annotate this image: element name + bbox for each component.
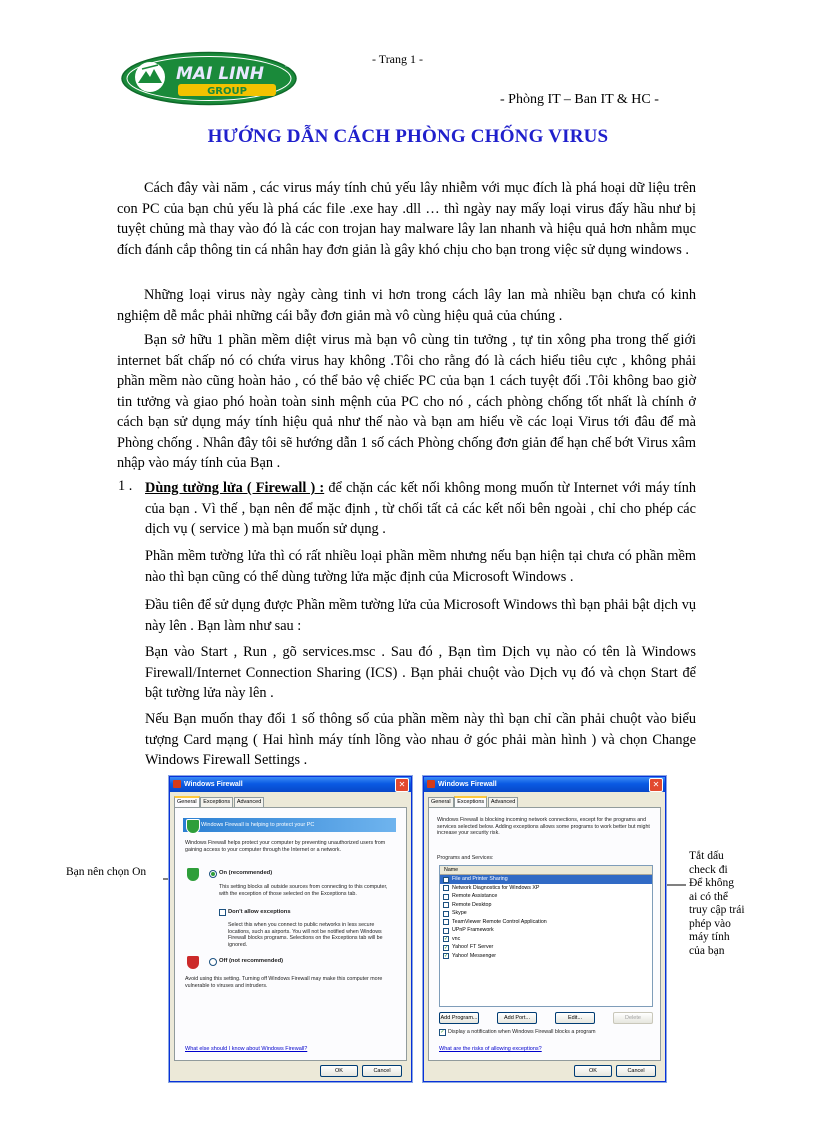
- dont-allow-description: Select this when you connect to public networks in less secure locations, such as airports. You will not be notified when Windows Firewall blocks programs. Selections on the Exceptions tab will be ignored.: [228, 922, 383, 948]
- mai-linh-logo: [120, 51, 298, 106]
- exception-checkbox[interactable]: [443, 877, 449, 883]
- tab-exceptions[interactable]: Exceptions: [200, 797, 233, 807]
- tab-general[interactable]: General: [174, 796, 200, 808]
- firewall-dialog-exceptions: [423, 776, 666, 1082]
- title-bar: [170, 777, 411, 792]
- exception-checkbox[interactable]: [443, 902, 449, 908]
- learn-more-link[interactable]: What else should I know about Windows Firewall?: [185, 1046, 308, 1052]
- annotation-right-line: của bạn: [689, 944, 725, 957]
- svg-text:GROUP: GROUP: [207, 86, 247, 97]
- exception-name: Yahoo! Messenger: [452, 952, 497, 959]
- exception-row[interactable]: [440, 892, 652, 901]
- exception-row[interactable]: [440, 952, 652, 961]
- notify-label[interactable]: Display a notification when Windows Firewall blocks a program: [448, 1029, 596, 1035]
- item-1-heading: Dùng tường lửa ( Firewall ) :: [145, 480, 325, 496]
- tab-strip: [174, 796, 407, 806]
- annotation-right-line: truy cập trái: [689, 904, 745, 916]
- paragraph-1: Cách đây vài năm , các virus máy tính chủ yếu lây nhiễm với mục đích là phá hoại dữ liệu trên con PC của bạn chủ yếu là phá các file .exe hay .dll … thì ngày nay mấy loại virus đấy hầu như bị tuyệt chủng mà thay vào đó là các con trojan hay malware lây lan nhanh và hiệu quả hơn nhằm mục đích đánh cắp thông tin cá nhân hay đơn giản là gây khó chịu cho bạn trong việc sử dụng windows .: [117, 180, 696, 258]
- general-panel: [174, 807, 407, 1061]
- tab-advanced[interactable]: Advanced: [488, 797, 518, 807]
- exception-name: Remote Desktop: [452, 901, 492, 908]
- item-1-text: để chặn các kết nối không mong muốn từ Internet với máy tính của bạn . Vì thế , bạn nên để mặc định , từ chối tất cả các kết nối bên ngoài , chỉ cho phép các dịch vụ ( service ) mà bạn muốn sử dụng .: [145, 480, 696, 537]
- delete-button[interactable]: Delete: [613, 1012, 653, 1024]
- exception-row[interactable]: [440, 884, 652, 893]
- off-description: Avoid using this setting. Turning off Windows Firewall may make this computer more vulnerable to viruses and intruders.: [185, 976, 383, 989]
- firewall-icon: [173, 780, 181, 788]
- firewall-dialog-general: [169, 776, 412, 1082]
- annotation-right: [689, 850, 745, 958]
- exception-name: Network Diagnostics for Windows XP: [452, 884, 540, 891]
- paragraph-3: Bạn sở hữu 1 phần mềm diệt virus mà bạn vô cùng tin tưởng , tự tin xông pha trong thế giới internet bất chấp nó có chứa virus hay không .Tôi cho rằng đó là cách hiểu tiêu cực , không phải phần mềm nào cũng hoàn hảo , có thể bảo vệ chiếc PC của bạn 1 cách tuyệt đối .Tôi không bao giờ tin tưởng và giao phó hoàn toàn sinh mệnh của PC cho nó , cách phòng chống tốt nhất là chính ở cách bạn sử dụng máy tính hiệu quả như thế nào và bạn am hiểu về các loại Virus tới đâu để mà Phòng chống . Nhân đây tôi sẽ hướng dẫn 1 số cách Phòng chống đơn giản để hạn chế bớt Virus xâm nhập vào máy tính của Bạn .: [117, 332, 696, 471]
- exception-checkbox[interactable]: ✓: [444, 944, 449, 951]
- tab-exceptions[interactable]: Exceptions: [454, 796, 487, 808]
- page-title: HƯỚNG DẪN CÁCH PHÒNG CHỐNG VIRUS: [207, 126, 609, 147]
- cancel-button[interactable]: Cancel: [616, 1065, 656, 1077]
- exception-name: vnc: [452, 935, 461, 942]
- exception-row[interactable]: [440, 943, 652, 952]
- exception-row[interactable]: [440, 901, 652, 910]
- annotation-right-line: ai có thể: [689, 890, 728, 903]
- exception-name: Yahoo! FT Server: [452, 944, 494, 950]
- firewall-icon: [427, 780, 435, 788]
- programs-list[interactable]: [439, 865, 653, 1007]
- department-label: - Phòng IT – Ban IT & HC -: [500, 92, 659, 107]
- exception-name: Skype: [452, 910, 467, 916]
- exception-checkbox[interactable]: [443, 919, 449, 925]
- item-1-sub-4: Nếu Bạn muốn thay đổi 1 số thông số của phần mềm này thì bạn chỉ cần phải chuột vào biểu tượng Card mạng ( Hai hình máy tính lồng vào nhau ở góc phải màn hình ) và chọn Change Windows Firewall Settings .: [145, 711, 696, 768]
- add-program-button[interactable]: Add Program...: [439, 1012, 479, 1024]
- exception-row[interactable]: [440, 918, 652, 927]
- ok-button[interactable]: OK: [574, 1065, 612, 1077]
- on-description: This setting blocks all outside sources from connecting to this computer, with the exception of those selected on the Exceptions tab.: [219, 884, 388, 897]
- tab-general[interactable]: General: [428, 797, 454, 807]
- svg-text:®: ®: [284, 62, 290, 69]
- annotation-right-line: check đi: [689, 863, 728, 876]
- dialog-title: Windows Firewall: [438, 781, 497, 788]
- exception-row[interactable]: [440, 909, 652, 918]
- shield-off-icon: [187, 956, 199, 969]
- annotation-right-line: Tắt dấu: [689, 850, 724, 862]
- protect-banner: Windows Firewall is helping to protect your PC: [183, 818, 396, 832]
- title-bar: [424, 777, 665, 792]
- tab-strip: [428, 796, 661, 806]
- annotation-right-line: máy tính: [689, 931, 730, 943]
- off-label[interactable]: Off (not recommended): [219, 958, 284, 964]
- on-radio[interactable]: [209, 870, 217, 878]
- cancel-button[interactable]: Cancel: [362, 1065, 402, 1077]
- annotation-right-line: Để không: [689, 877, 735, 889]
- item-1-sub-3: Bạn vào Start , Run , gõ services.msc . Sau đó , Bạn tìm Dịch vụ nào có tên là Windows Firewall/Internet Connection Sharing (ICS) . Bạn phải chuột vào Dịch vụ đó và chọn Start để bật tường lửa này lên .: [145, 644, 696, 701]
- item-1-sub-2: Đầu tiên để sử dụng được Phần mềm tường lửa của Microsoft Windows thì bạn phải bật dịch vụ này lên . Bạn làm như sau :: [145, 597, 696, 634]
- item-1-paragraph: [145, 478, 696, 540]
- programs-label: Programs and Services:: [437, 855, 494, 861]
- ok-button[interactable]: OK: [320, 1065, 358, 1077]
- add-port-button[interactable]: Add Port...: [497, 1012, 537, 1024]
- exception-name: TeamViewer Remote Control Application: [452, 918, 547, 925]
- close-icon[interactable]: ✕: [395, 778, 409, 792]
- dialog-title: Windows Firewall: [184, 781, 243, 788]
- exceptions-intro: Windows Firewall is blocking incoming network connections, except for the programs and services selected below. Adding exceptions allows some programs to work better but might increase your security risk.: [437, 817, 650, 836]
- shield-on-icon: [187, 868, 199, 881]
- item-1-number: 1 .: [118, 478, 133, 494]
- exception-name: Remote Assistance: [452, 893, 498, 899]
- exception-checkbox[interactable]: ✓: [444, 953, 449, 959]
- exception-checkbox[interactable]: [443, 928, 449, 934]
- exception-name: UPnP Framework: [452, 927, 494, 933]
- exception-row[interactable]: [440, 875, 652, 884]
- close-icon[interactable]: ✕: [649, 778, 663, 792]
- edit-button[interactable]: Edit...: [555, 1012, 595, 1024]
- notify-checkbox[interactable]: ✓: [440, 1029, 445, 1035]
- exception-checkbox[interactable]: [443, 911, 449, 917]
- exception-row[interactable]: [440, 935, 652, 944]
- shield-green-icon: [186, 819, 200, 834]
- exceptions-panel: [428, 807, 661, 1061]
- annotation-left: Bạn nên chọn On: [66, 866, 147, 878]
- dont-allow-checkbox[interactable]: [219, 909, 226, 916]
- off-radio[interactable]: [209, 958, 217, 966]
- annotation-right-line: phép vào: [689, 917, 731, 930]
- risks-link[interactable]: What are the risks of allowing exceptions?: [439, 1046, 542, 1052]
- paragraph-2: Những loại virus này ngày càng tinh vi hơn trong cách lây lan mà nhiều bạn chưa có kinh nghiệm dễ mắc phải những cái bẫy đơn giản mà vô cùng hiệu quả của chúng .: [117, 287, 696, 324]
- dont-allow-label[interactable]: Don't allow exceptions: [228, 909, 291, 915]
- svg-text:MAI LINH: MAI LINH: [176, 64, 264, 84]
- name-column-header[interactable]: Name: [440, 866, 652, 875]
- exception-checkbox[interactable]: [443, 894, 449, 900]
- page-number: - Trang 1 -: [372, 52, 424, 66]
- exception-row[interactable]: [440, 926, 652, 935]
- on-label[interactable]: On (recommended): [219, 870, 273, 876]
- item-1-sub-1: Phần mềm tường lửa thì có rất nhiều loại phần mềm nhưng nếu bạn hiện tại chưa có phần mềm nào thì bạn cũng có thể dùng tường lửa mặc định của Microsoft Windows .: [145, 548, 696, 585]
- general-intro: Windows Firewall helps protect your computer by preventing unauthorized users from gaining access to your computer through the Internet or a network.: [185, 840, 386, 853]
- exception-checkbox[interactable]: ✓: [444, 936, 449, 942]
- tab-advanced[interactable]: Advanced: [234, 797, 264, 807]
- exception-name: File and Printer Sharing: [452, 876, 508, 882]
- exception-checkbox[interactable]: [443, 885, 449, 891]
